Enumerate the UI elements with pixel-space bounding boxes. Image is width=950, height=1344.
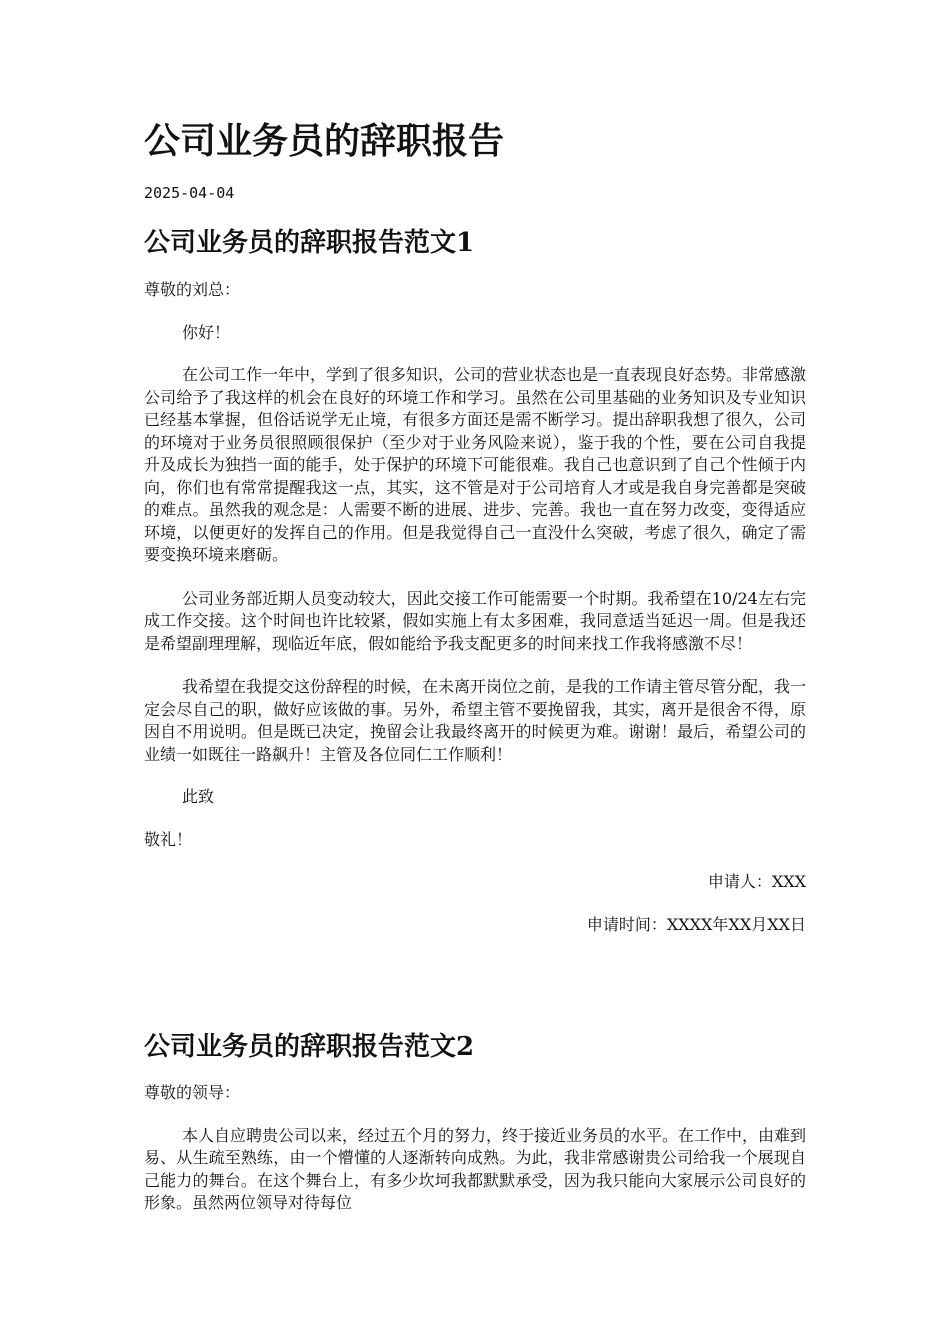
section-1-closing-1: 此致	[182, 787, 215, 806]
section-2-paragraph-1: 本人自应聘贵公司以来，经过五个月的努力，终于接近业务员的水平。在工作中，由难到易、从生疏至熟练，由一个懵懂的人逐渐转向成熟。为此，我非常感谢贵公司给我一个展现自己能力的舞台。在这个舞台上，有多少坎坷我都默默承受，因为我只能向大家展示公司良好的形象。虽然两位领导对待每位	[144, 1125, 807, 1212]
section-2-title: 公司业务员的辞职报告范文2	[144, 1032, 475, 1062]
section-1-paragraph-1: 在公司工作一年中，学到了很多知识，公司的营业状态也是一直表现良好态势。非常感激公司给予了我这样的机会在良好的环境工作和学习。虽然在公司里基础的业务知识及专业知识已经基本掌握，但俗话说学无止境，有很多方面还是需不断学习。提出辞职我想了很久，公司的环境对于业务员很照顾很保护（至少对于业务风险来说），鉴于我的个性，要在公司自我提升及成长为独挡一面的能手，处于保护的环境下可能很难。我自己也意识到了自己个性倾于内向，你们也有常常提醒我这一点，其实，这不管是对于公司培育人才或是我自身完善都是突破的难点。虽然我的观念是：人需要不断的进展、进步、完善。我也一直在努力改变，变得适应环境，以便更好的发挥自己的作用。但是我觉得自己一直没什么突破，考虑了很久，确定了需要变换环境来磨砺。	[144, 365, 807, 564]
section-1-apply-time: 申请时间：XXXX年XX月XX日	[586, 914, 806, 934]
section-1-applicant: 申请人：XXX	[707, 872, 806, 891]
section-1-paragraph-3: 我希望在我提交这份辞程的时候，在未离开岗位之前，是我的工作请主管尽管分配，我一定会尽自己的职，做好应该做的事。另外，希望主管不要挽留我，其实，离开是很舍不得，原因自不用说明。但是既已决定，挽留会让我最终离开的时候更为难。谢谢！最后，希望公司的业绩一如既往一路飙升！主管及各位同仁工作顺利！	[144, 677, 807, 764]
document-title: 公司业务员的辞职报告	[144, 120, 505, 162]
section-2	[144, 1030, 806, 1215]
section-1-greeting: 你好！	[182, 322, 231, 342]
section-1-closing-2: 敬礼！	[144, 829, 193, 849]
document-date: 2025-04-04	[144, 184, 235, 202]
section-2-salutation: 尊敬的领导：	[144, 1083, 241, 1102]
section-1-paragraph-2: 公司业务部近期人员变动较大，因此交接工作可能需要一个时期。我希望在10/24左右完成工作交接。这个时间也许比较紧，假如实施上有太多困难，我同意适当延迟一周。但是我还是希望副理理解，现临近年底，假如能给予我支配更多的时间来找工作我将感激不尽！	[144, 588, 806, 653]
section-1-salutation: 尊敬的刘总：	[144, 280, 241, 299]
section-1	[144, 226, 806, 936]
section-1-title: 公司业务员的辞职报告范文1	[144, 228, 475, 258]
